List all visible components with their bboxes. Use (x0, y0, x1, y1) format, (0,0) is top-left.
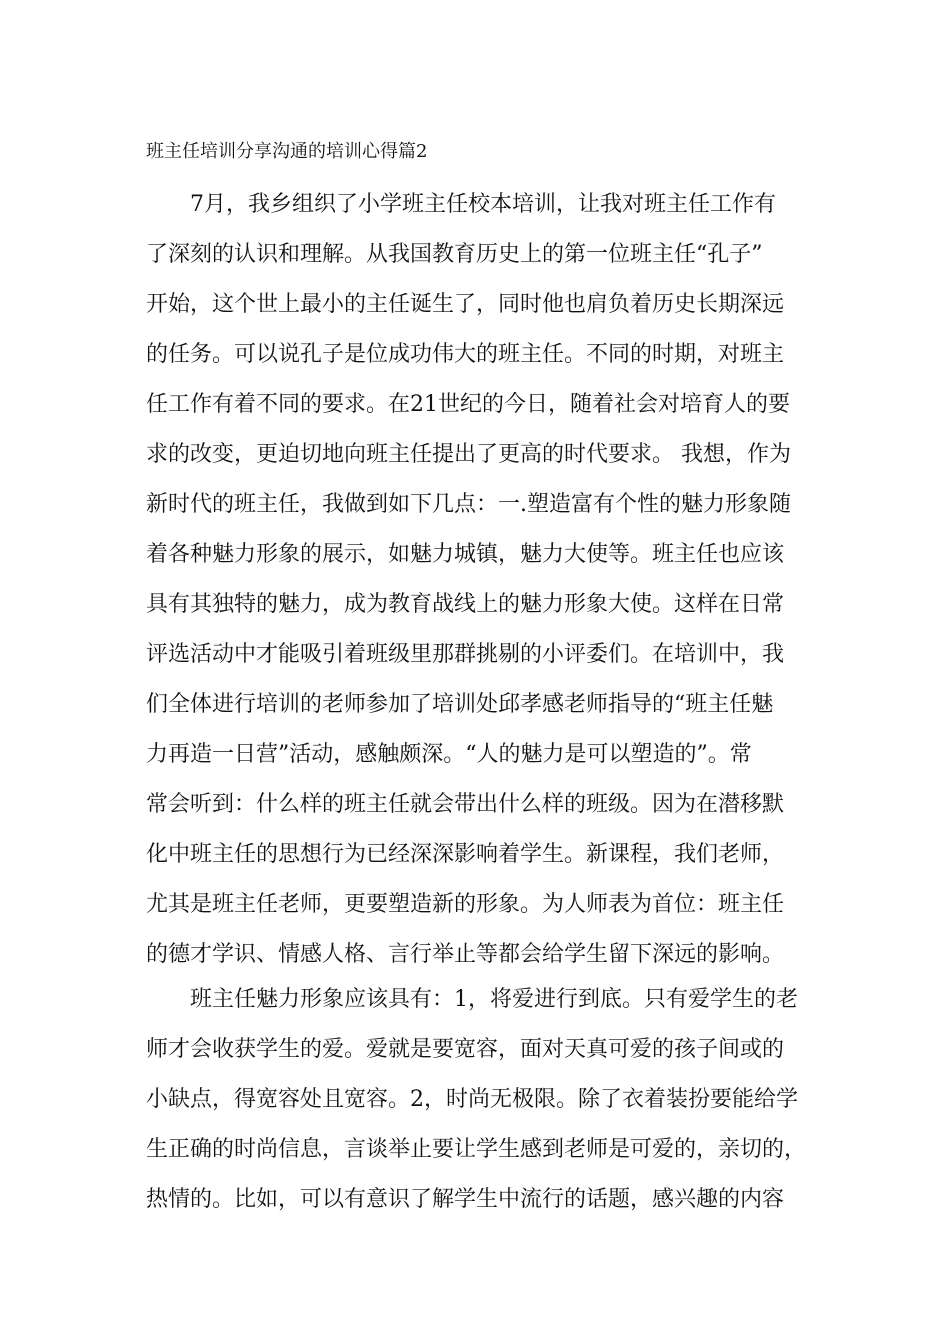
text-line: 的任务。可以说孔子是位成功伟大的班主任。不同的时期，对班主 (146, 342, 785, 367)
text-line: 常会听到：什么样的班主任就会带出什么样的班级。因为在潜移默 (146, 792, 785, 817)
text-line: 具有其独特的魅力，成为教育战线上的魅力形象大使。这样在日常 (146, 592, 785, 617)
text-line: 着各种魅力形象的展示，如魅力城镇，魅力大使等。班主任也应该 (146, 542, 785, 567)
text-line: 的德才学识、情感人格、言行举止等都会给学生留下深远的影响。 (146, 942, 785, 967)
document-title: 班主任培训分享沟通的培训心得篇2 (146, 141, 428, 162)
text-line: 力再造一日营”活动，感触颇深。“人的魅力是可以塑造的”。常 (146, 742, 752, 767)
text-line: 求的改变，更迫切地向班主任提出了更高的时代要求。 我想，作为 (146, 442, 791, 467)
paragraph-1 (146, 180, 828, 980)
text-line: 班主任魅力形象应该具有：1，将爱进行到底。只有爱学生的老 (190, 987, 798, 1012)
text-line: 化中班主任的思想行为已经深深影响着学生。新课程，我们老师， (146, 842, 785, 867)
text-line: 生正确的时尚信息，言谈举止要让学生感到老师是可爱的，亲切的， (146, 1137, 807, 1162)
text-line: 新时代的班主任，我做到如下几点：一.塑造富有个性的魅力形象随 (146, 492, 791, 517)
text-line: 了深刻的认识和理解。从我国教育历史上的第一位班主任“孔子” (146, 242, 763, 267)
text-line: 尤其是班主任老师，更要塑造新的形象。为人师表为首位：班主任 (146, 892, 785, 917)
text-line: 任工作有着不同的要求。在21世纪的今日，随着社会对培育人的要 (146, 392, 790, 417)
text-line: 们全体进行培训的老师参加了培训处邱孝感老师指导的“班主任魅 (146, 692, 774, 717)
text-line: 热情的。比如，可以有意识了解学生中流行的话题，感兴趣的内容 (146, 1187, 785, 1212)
text-line: 开始，这个世上最小的主任诞生了，同时他也肩负着历史长期深远 (146, 292, 785, 317)
text-line: 评选活动中才能吸引着班级里那群挑剔的小评委们。在培训中，我 (146, 642, 785, 667)
paragraph-2 (146, 975, 828, 1225)
text-line: 小缺点，得宽容处且宽容。2，时尚无极限。除了衣着装扮要能给学 (146, 1087, 798, 1112)
text-line: 7月，我乡组织了小学班主任校本培训，让我对班主任工作有 (190, 192, 776, 217)
text-line: 师才会收获学生的爱。爱就是要宽容，面对天真可爱的孩子间或的 (146, 1037, 785, 1062)
